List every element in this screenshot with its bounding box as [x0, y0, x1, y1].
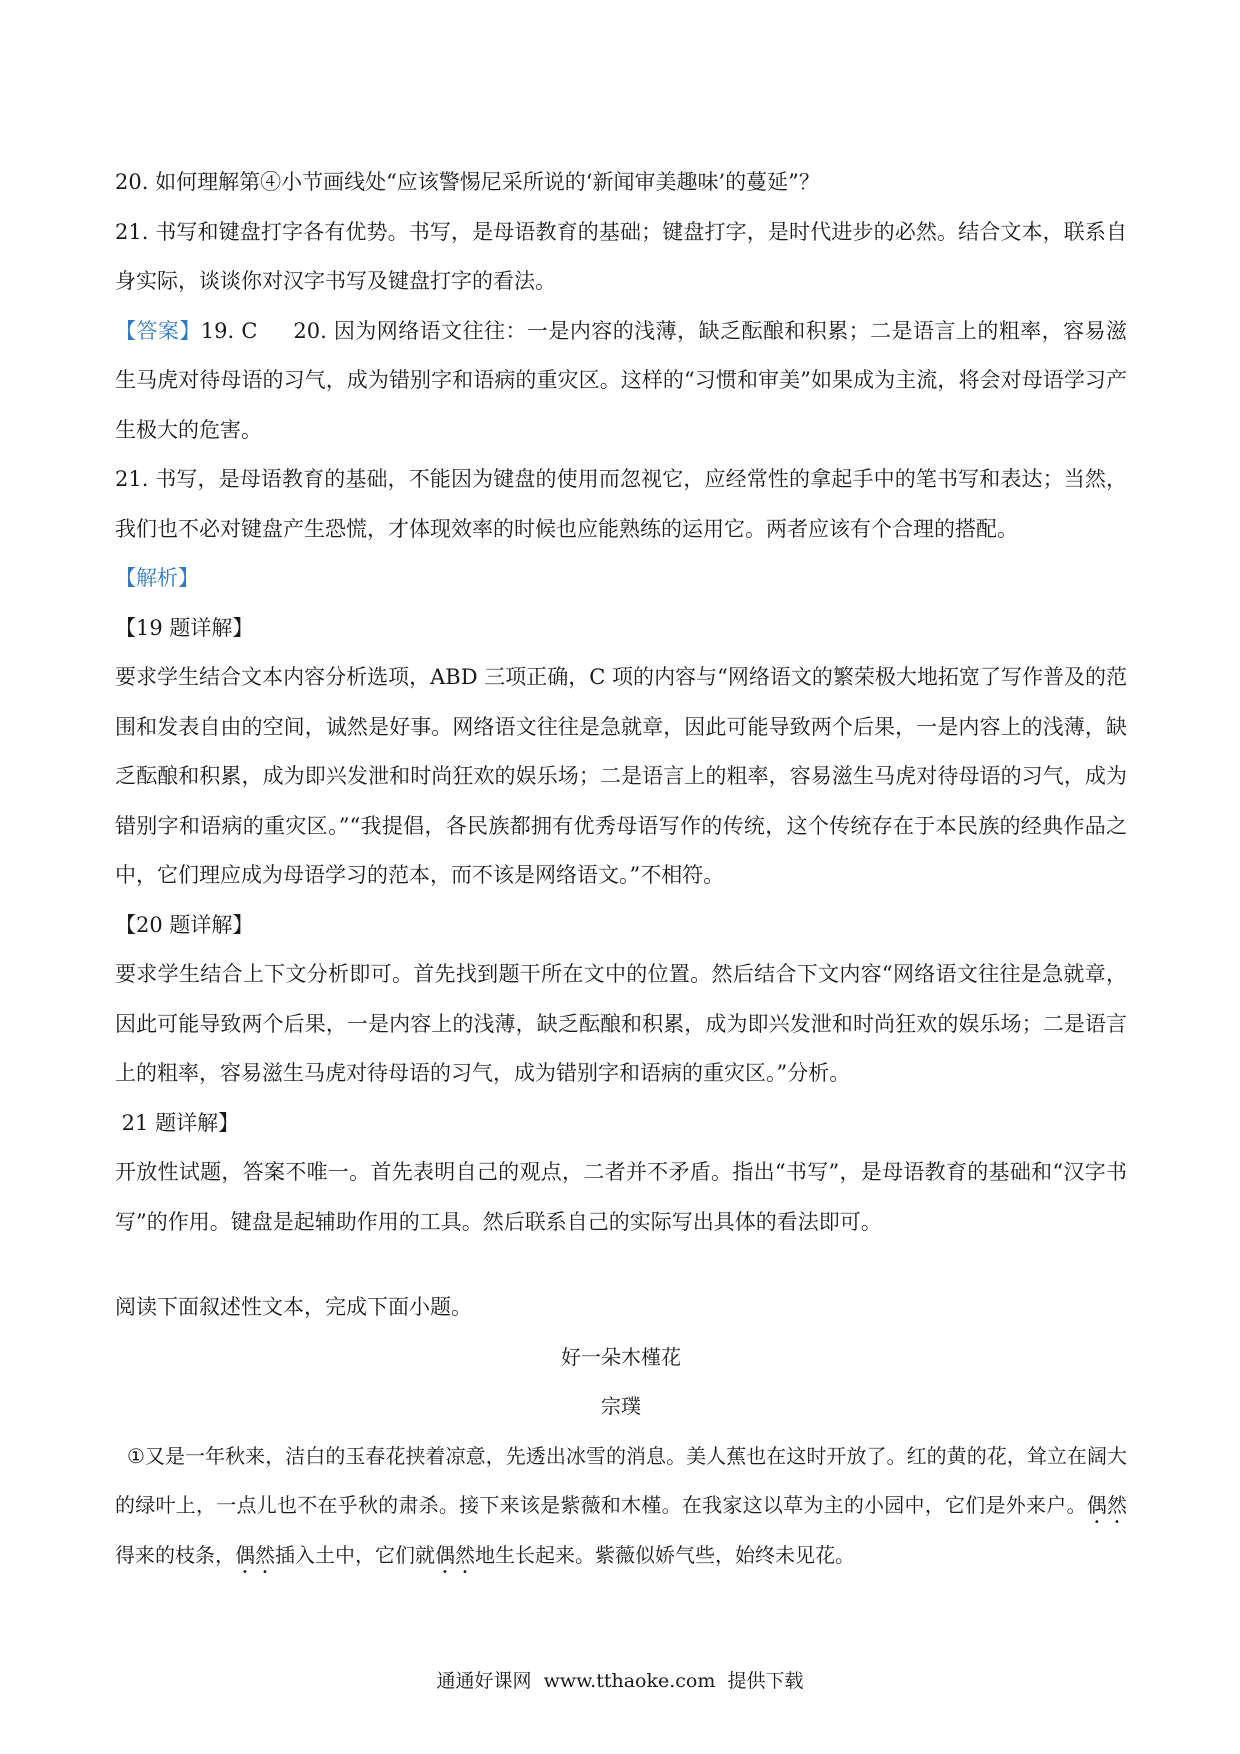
passage-author: 宗璞	[601, 1394, 641, 1418]
reading-instruction: 阅读下面叙述性文本，完成下面小题。	[115, 1295, 472, 1319]
answer-19: 19. C	[200, 318, 258, 343]
page-footer: 通通好课网 www.tthaoke.com 提供下载	[436, 1670, 804, 1692]
answer-label: 【答案】	[115, 318, 201, 343]
detail-19-heading: 【19 题详解】	[115, 615, 254, 640]
passage-paragraph-1	[115, 1432, 1127, 1581]
answer-20: 20. 因为网络语文往往：一是内容的浅薄，缺乏酝酿和积累；二是语言上的粗率，容易滋生马虎对待母语的习气，成为错别字和语病的重灾区。这样的“习惯和审美”如果成为主流，将会对母语学习产生极大的危害。	[115, 318, 1128, 442]
answer-21: 21. 书写，是母语教育的基础，不能因为键盘的使用而忽视它，应经常性的拿起手中的笔书写和表达；当然，我们也不必对键盘产生恐慌，才体现效率的时候也应能熟练的运用它。两者应该有个合理的搭配。	[115, 467, 1127, 541]
answer-block	[115, 307, 1127, 456]
emphasis-word: 偶然	[1086, 1493, 1128, 1517]
paragraph-text: 得来的枝条，	[115, 1542, 235, 1567]
page-content	[115, 158, 1127, 1580]
detail-20-text: 要求学生结合上下文分析即可。首先找到题干所在文中的位置。然后结合下文内容“网络语文往往是急就章，因此可能导致两个后果，一是内容上的浅薄，缺乏酝酿和积累，成为即兴发泄和时尚狂欢的娱乐场；二是语言上的粗率，容易滋生马虎对待母语的习气，成为错别字和语病的重灾区。”分析。	[115, 962, 1127, 1085]
emphasis-word: 偶然	[435, 1542, 475, 1567]
question-20: 20. 如何理解第④小节画线处“应该警惕尼采所说的‘新闻审美趣味’的蔓延”？	[115, 170, 820, 194]
paragraph-text: 地生长起来。紫薇似娇气些，始终未见花。	[475, 1542, 855, 1567]
detail-20-heading: 【20 题详解】	[115, 912, 254, 937]
emphasis-word: 偶然	[235, 1542, 275, 1567]
analysis-label: 【解析】	[115, 566, 199, 590]
passage-title: 好一朵木槿花	[561, 1344, 681, 1369]
detail-21-heading: 21 题详解】	[115, 1110, 240, 1135]
reading-passage	[115, 1333, 1127, 1581]
question-21: 21. 书写和键盘打字各有优势。书写，是母语教育的基础；键盘打字，是时代进步的必然。结合文本，联系自身实际，谈谈你对汉字书写及键盘打字的看法。	[115, 219, 1127, 293]
detail-19-text: 要求学生结合文本内容分析选项，ABD 三项正确，C 项的内容与“网络语文的繁荣极大地拓宽了写作普及的范围和发表自由的空间，诚然是好事。网络语文往往是急就章，因此可能导致两个后果，一是内容上的浅薄，缺乏酝酿和积累，成为即兴发泄和时尚狂欢的娱乐场；二是语言上的粗率，容易滋生马虎对待母语的习气，成为错别字和语病的重灾区。”“我提倡，各民族都拥有优秀母语写作的传统，这个传统存在于本民族的经典作品之中，它们理应成为母语学习的范本，而不该是网络语文。”不相符。	[115, 665, 1127, 887]
paragraph-text: ①又是一年秋来，洁白的玉春花挟着凉意，先透出冰雪的消息。美人蕉也在这时开放了。红的黄的花，耸立在阔大的绿叶上，一点儿也不在乎秋的肃杀。接下来该是紫薇和木槿。在我家这以草为主的小园中，它们是外来户。	[115, 1443, 1127, 1517]
paragraph-text: 插入土中，它们就	[275, 1542, 435, 1567]
detail-21-text: 开放性试题，答案不唯一。首先表明自己的观点，二者并不矛盾。指出“书写”，是母语教育的基础和“汉字书写”的作用。键盘是起辅助作用的工具。然后联系自己的实际写出具体的看法即可。	[115, 1160, 1127, 1234]
